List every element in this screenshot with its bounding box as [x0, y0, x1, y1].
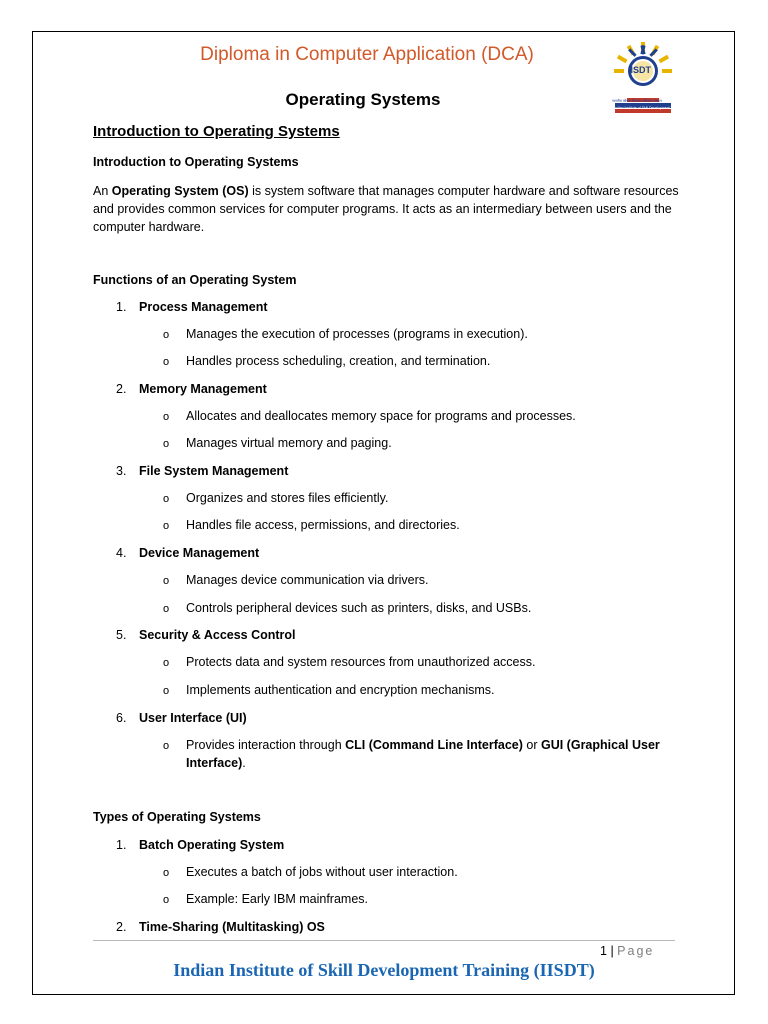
- footer-organization: Indian Institute of Skill Development Training (IISDT): [173, 960, 595, 980]
- function-item-label: Process Management: [139, 300, 268, 314]
- bullet-marker: o: [163, 685, 170, 697]
- page-word: Page: [617, 944, 655, 958]
- list-item-continuation: [186, 756, 246, 770]
- logo-text: IISDT: [628, 65, 652, 75]
- intro-term: Operating System (OS): [111, 184, 249, 198]
- intro-paragraph: [93, 182, 683, 236]
- type-item-label: Time-Sharing (Multitasking) OS: [139, 920, 325, 934]
- function-item-label: Security & Access Control: [139, 628, 296, 642]
- list-item: Manages virtual memory and paging.: [186, 436, 392, 450]
- footer-divider: [93, 940, 675, 941]
- bullet-marker: o: [163, 411, 170, 423]
- page-border: [32, 31, 735, 995]
- list-number: 2.: [116, 382, 127, 396]
- list-item: [186, 738, 660, 752]
- list-number: 1.: [116, 838, 127, 852]
- list-item: Manages the execution of processes (programs in execution).: [186, 327, 528, 341]
- list-item: Organizes and stores files efficiently.: [186, 491, 389, 505]
- list-item: Executes a batch of jobs without user interaction.: [186, 865, 458, 879]
- list-item: Protects data and system resources from unauthorized access.: [186, 655, 536, 669]
- document-title: Operating Systems: [285, 90, 441, 109]
- ui-bullet-gui: GUI (Graphical User: [540, 738, 660, 752]
- list-number: 2.: [116, 920, 127, 934]
- bullet-marker: o: [163, 867, 170, 879]
- bullet-marker: o: [163, 438, 170, 450]
- function-item-label: Memory Management: [139, 382, 267, 396]
- ui-bullet-gui-end: Interface): [186, 756, 243, 770]
- bullet-marker: o: [163, 575, 170, 587]
- ui-bullet-suffix: .: [242, 756, 246, 770]
- list-number: 1.: [116, 300, 127, 314]
- page-number-value: 1: [600, 944, 607, 958]
- page-number: [600, 944, 654, 958]
- bullet-marker: o: [163, 657, 170, 669]
- ui-bullet-or: or: [522, 738, 541, 752]
- list-number: 3.: [116, 464, 127, 478]
- ui-bullet-cli: CLI (Command Line Interface): [345, 738, 523, 752]
- types-heading: Types of Operating Systems: [93, 810, 261, 824]
- intro-text-rest: is system software that manages computer hardware and software resources and provides common services for computer programs. It acts as an intermediary between users and the computer hardware.: [93, 184, 679, 234]
- list-number: 4.: [116, 546, 127, 560]
- list-item: Manages device communication via drivers.: [186, 573, 429, 587]
- list-item: Allocates and deallocates memory space for programs and processes.: [186, 409, 576, 423]
- intro-subheading: Introduction to Operating Systems: [93, 155, 299, 169]
- list-item: Implements authentication and encryption mechanisms.: [186, 683, 495, 697]
- list-number: 6.: [116, 711, 127, 725]
- bullet-marker: o: [163, 740, 170, 752]
- function-item-label: User Interface (UI): [139, 711, 247, 725]
- page-separator: |: [610, 944, 614, 958]
- logo-caption: भारतीय कौशल विकास प्रशिक्षण संस्थान: [612, 99, 662, 103]
- intro-text-start: An: [93, 184, 112, 198]
- functions-heading: Functions of an Operating System: [93, 273, 297, 287]
- course-title: Diploma in Computer Application (DCA): [200, 44, 534, 65]
- type-item-label: Batch Operating System: [139, 838, 285, 852]
- list-item: Handles file access, permissions, and directories.: [186, 518, 460, 532]
- bullet-marker: o: [163, 493, 170, 505]
- list-item: Example: Early IBM mainframes.: [186, 892, 368, 906]
- list-item: Handles process scheduling, creation, and termination.: [186, 354, 491, 368]
- function-item-label: File System Management: [139, 464, 289, 478]
- list-item: Controls peripheral devices such as printers, disks, and USBs.: [186, 601, 532, 615]
- bullet-marker: o: [163, 520, 170, 532]
- bullet-marker: o: [163, 329, 170, 341]
- section-heading: Introduction to Operating Systems: [93, 123, 340, 140]
- list-number: 5.: [116, 628, 127, 642]
- ui-bullet-prefix: Provides interaction through: [186, 738, 346, 752]
- bullet-marker: o: [163, 356, 170, 368]
- bullet-marker: o: [163, 894, 170, 906]
- logo-caption-english: Indian Institute of Skill Development Training: [614, 106, 684, 110]
- function-item-label: Device Management: [139, 546, 260, 560]
- bullet-marker: o: [163, 603, 170, 615]
